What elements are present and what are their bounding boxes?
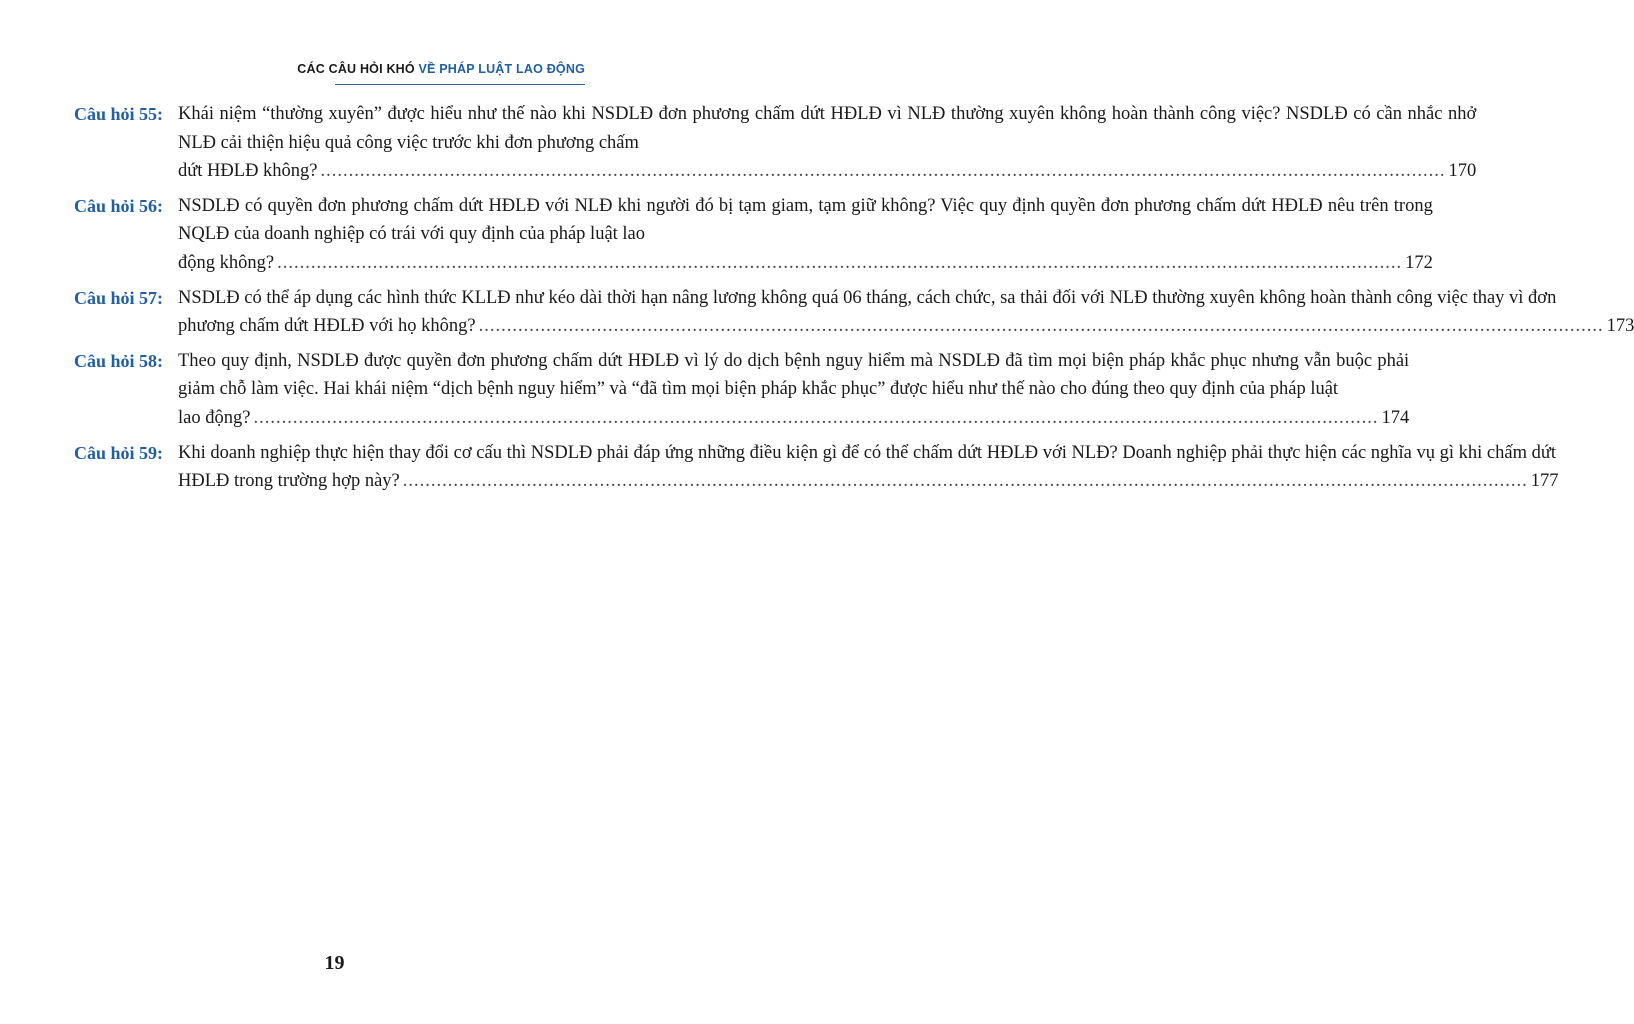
toc-entry-59[interactable] [74,439,1559,496]
toc-page-number: 170 [1448,161,1477,182]
question-label: Câu hỏi 55: [74,104,164,124]
question-tail: phương chấm dứt HĐLĐ với họ không? [178,316,476,337]
leader-dots [479,312,1604,341]
toc-page-number: 173 [1606,316,1634,337]
question-body: NSDLĐ có thể áp dụng các hình thức KLLĐ như kéo dài thời hạn nâng lương không quá 06 tháng, cách chức, sa thải đối với NLĐ thường xuyên không hoàn thành công việc thay vì đơn [178,287,1557,308]
question-body: Theo quy định, NSDLĐ được quyền đơn phương chấm dứt HĐLĐ vì lý do dịch bệnh nguy hiểm mà NSDLĐ đã tìm mọi biện pháp khắc phục nhưng vẫn buộc phải giảm chỗ làm việc. Hai khái niệm “dịch bệnh nguy hiểm” và “đã tìm mọi biện pháp khắc phục” được hiểu như thế nào cho đúng theo quy định của pháp luật [178,350,1410,400]
question-text [178,347,1409,433]
question-tail: động không? [178,252,275,273]
question-text [178,100,1476,186]
leader-dots [277,249,1402,278]
running-header [297,62,585,76]
question-body: Khi doanh nghiệp thực hiện thay đổi cơ cấu thì NSDLĐ phải đáp ứng những điều kiện gì để có thể chấm dứt HĐLĐ với NLĐ? Doanh nghiệp phải thực hiện các nghĩa vụ gì khi chấm dứt [178,442,1557,463]
toc-entry-58[interactable] [74,347,1410,433]
question-text [178,284,1634,341]
toc-list [74,100,1634,502]
toc-page-number: 172 [1405,252,1433,273]
question-body: NSDLĐ có quyền đơn phương chấm dứt HĐLĐ với NLĐ khi người đó bị tạm giam, tạm giữ không? Việc quy định quyền đơn phương chấm dứt HĐLĐ nêu trên trong NQLĐ của doanh nghiệp có trái với quy định của pháp luật lao [178,195,1433,245]
toc-entry-55[interactable] [74,100,1477,186]
question-tail: HĐLĐ trong trường hợp này? [178,471,400,492]
question-last-line [178,312,1634,341]
question-body: Khái niệm “thường xuyên” được hiểu như thế nào khi NSDLĐ đơn phương chấm dứt HĐLĐ vì NLĐ thường xuyên không hoàn thành công việc? NSDLĐ có cần nhắc nhở NLĐ cải thiện hiệu quả công việc trước khi đơn phương chấm [178,104,1477,153]
toc-page-number: 174 [1381,407,1410,428]
leader-dots [321,157,1446,186]
question-last-line [178,404,1409,433]
leader-dots [403,467,1528,496]
question-label: Câu hỏi 57: [74,287,164,308]
question-label: Câu hỏi 59: [74,442,164,463]
question-text [178,439,1559,496]
question-text [178,192,1433,278]
running-header-part1: CÁC CÂU HỎI KHÓ [297,62,415,76]
toc-page-number: 177 [1530,471,1559,492]
question-tail: dứt HĐLĐ không? [178,161,318,182]
question-tail: lao động? [178,407,251,428]
toc-entry-56[interactable] [74,192,1433,278]
question-label: Câu hỏi 56: [74,195,164,216]
question-last-line [178,249,1433,278]
page-number: 19 [324,952,345,974]
question-last-line [178,157,1476,186]
question-label: Câu hỏi 58: [74,350,164,371]
toc-entry-57[interactable] [74,284,1634,341]
question-last-line [178,467,1559,496]
leader-dots [253,404,1378,433]
header-rule [335,84,585,85]
running-header-part2: VỀ PHÁP LUẬT LAO ĐỘNG [418,62,585,76]
